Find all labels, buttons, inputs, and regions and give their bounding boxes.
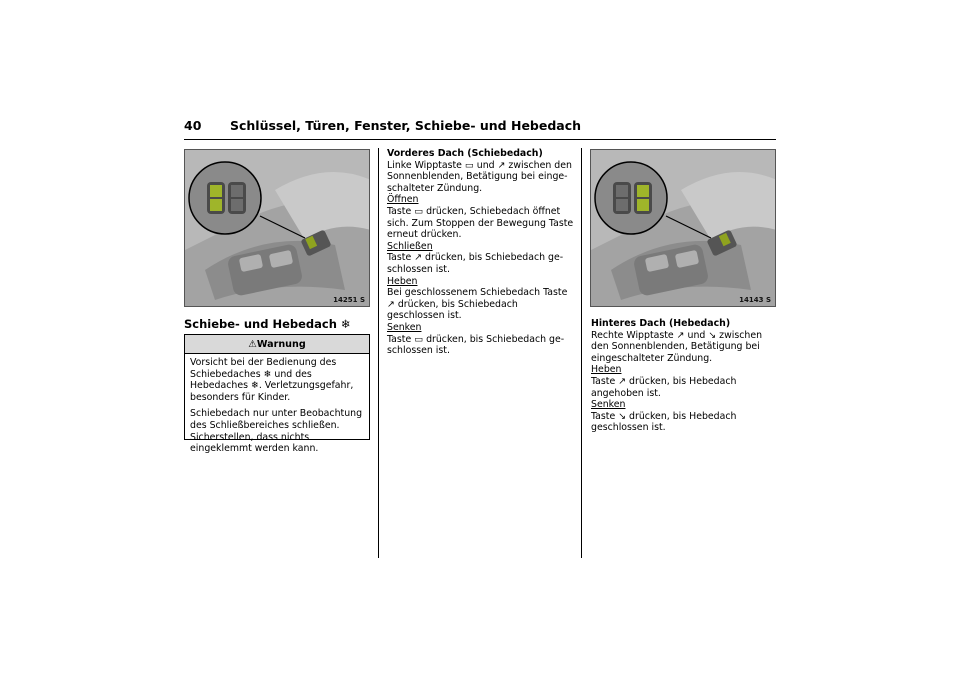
section-title: Schiebe- und Hebedach ❄: [184, 317, 351, 331]
lower-subheading: Senken: [387, 321, 422, 333]
lower-text: Taste ↘ drücken, bis Hebedach geschlossen ist.: [591, 410, 737, 434]
right-intro: Rechte Wipptaste ↗ und ↘ zwischen den Sonnenblenden, Betätigung bei eingeschalteter Zündung.: [591, 329, 763, 364]
close-subheading: Schließen: [387, 240, 433, 252]
lower-text: Taste ▭ drücken, bis Schiebedach geschlossen ist.: [387, 333, 565, 357]
page-number: 40: [184, 118, 202, 133]
raise-text: Bei geschlossenem Schiebedach Taste ↗ drücken, bis Schiebedach geschlossen ist.: [387, 287, 568, 322]
raise-text: Taste ↗ drücken, bis Hebedach angehoben ist.: [591, 375, 737, 399]
right-heading: Hinteres Dach (Hebedach): [591, 318, 731, 329]
lower-subheading: Senken: [591, 399, 626, 411]
open-text: Taste ▭ drücken, Schiebedach öffnet sich. Zum Stoppen der Bewegung Taste erneut drücken.: [387, 205, 574, 241]
close-text: Taste ↗ drücken, bis Schiebedach geschlossen ist.: [387, 252, 564, 275]
column-divider-2: [581, 148, 582, 558]
warning-box: [184, 334, 370, 455]
page-header: [184, 118, 776, 140]
middle-column: [387, 148, 575, 357]
right-column: [591, 318, 776, 434]
middle-heading: Vorderes Dach (Schiebedach): [387, 148, 543, 159]
illustration-rear-roof-switch: [590, 149, 776, 307]
warning-title: ⚠Warnung: [185, 335, 369, 354]
chapter-title: Schlüssel, Türen, Fenster, Schiebe- und Hebedach: [230, 118, 582, 133]
raise-subheading: Heben: [387, 275, 418, 287]
illustration-front-roof-switch: [184, 149, 370, 307]
figure-label: 14143 S: [739, 296, 771, 304]
column-divider-1: [378, 148, 379, 558]
warning-paragraph: Schiebedach nur unter Beobachtung des Schließbereiches schließen. Sicherstellen, dass nichts eingeklemmt werden kann.: [190, 408, 363, 455]
middle-intro: Linke Wipptaste ▭ und ↗ zwischen den Sonnenblenden, Betätigung bei eingeschalteter Zündung.: [387, 159, 572, 194]
open-subheading: Öffnen: [387, 194, 419, 206]
figure-label: 14251 S: [333, 296, 365, 304]
raise-subheading: Heben: [591, 364, 622, 376]
warning-paragraph: Vorsicht bei der Bedienung des Schiebedaches ❄ und des Hebedaches ❄. Verletzungsgefahr, besonders für Kinder.: [190, 357, 354, 403]
